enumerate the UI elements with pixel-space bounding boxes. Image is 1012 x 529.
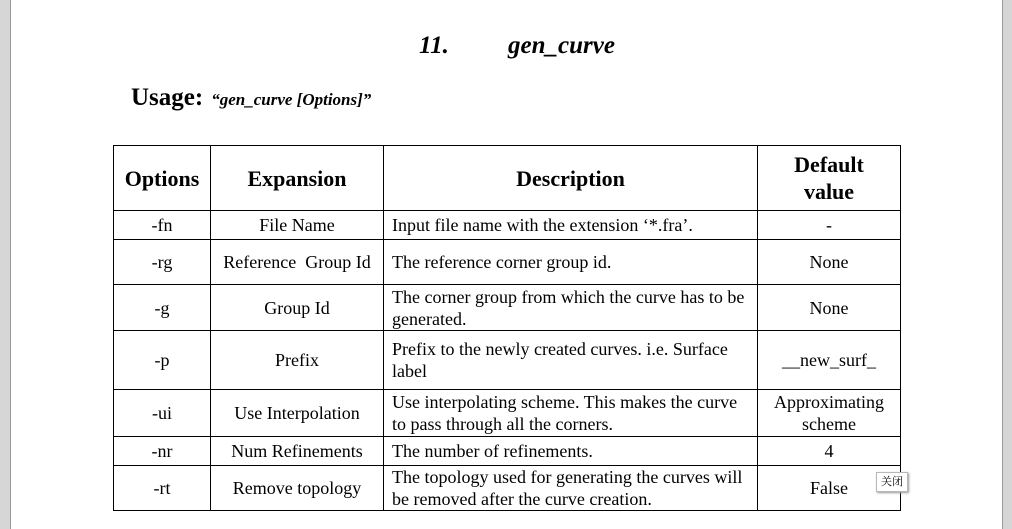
section-number: 11. xyxy=(419,32,449,59)
cell-description: Use interpolating scheme. This makes the curve to pass through all the corners. xyxy=(384,390,758,437)
cell-default: - xyxy=(758,211,901,240)
header-default-line2: value xyxy=(803,179,855,204)
cell-default: 4 xyxy=(758,437,901,466)
cell-default: __new_surf_ xyxy=(758,331,901,390)
header-options: Options xyxy=(114,146,211,211)
usage-label: Usage: xyxy=(131,84,204,111)
cell-default: None xyxy=(758,240,901,285)
usage-command: “gen_curve [Options]” xyxy=(211,90,372,109)
table-row xyxy=(114,437,901,466)
cell-description: The number of refinements. xyxy=(384,437,758,466)
usage-line xyxy=(131,84,371,112)
cell-expansion: File Name xyxy=(211,211,384,240)
cell-option: -p xyxy=(114,331,211,390)
cell-expansion: Group Id xyxy=(211,285,384,331)
table-row xyxy=(114,390,901,437)
header-expansion: Expansion xyxy=(211,146,384,211)
cell-description: Input file name with the extension ‘*.fra’. xyxy=(384,211,758,240)
table-row xyxy=(114,466,901,511)
table-row xyxy=(114,331,901,390)
cell-option: -ui xyxy=(114,390,211,437)
page-edge-right xyxy=(1002,0,1012,529)
cell-default: False xyxy=(758,466,901,511)
cell-default: None xyxy=(758,285,901,331)
cell-option: -rt xyxy=(114,466,211,511)
cell-description: The corner group from which the curve has to be generated. xyxy=(384,285,758,331)
table-row xyxy=(114,285,901,331)
page-edge-left xyxy=(0,0,11,529)
options-table xyxy=(113,145,901,511)
cell-expansion: Reference Group Id xyxy=(211,240,384,285)
cell-expansion: Prefix xyxy=(211,331,384,390)
cell-expansion: Use Interpolation xyxy=(211,390,384,437)
section-title: gen_curve xyxy=(508,32,615,59)
table-row xyxy=(114,240,901,285)
header-default-value xyxy=(758,146,901,211)
header-default-line1: Default xyxy=(794,152,864,177)
table-header-row xyxy=(114,146,901,211)
cell-option: -nr xyxy=(114,437,211,466)
section-heading xyxy=(0,32,1012,68)
cell-option: -rg xyxy=(114,240,211,285)
cell-description: Prefix to the newly created curves. i.e. Surface label xyxy=(384,331,758,390)
cell-description: The topology used for generating the curves will be removed after the curve creation. xyxy=(384,466,758,511)
cell-expansion: Num Refinements xyxy=(211,437,384,466)
close-button[interactable]: 关闭 xyxy=(876,472,908,492)
table-row xyxy=(114,211,901,240)
cell-option: -g xyxy=(114,285,211,331)
cell-expansion: Remove topology xyxy=(211,466,384,511)
cell-default: Approximating scheme xyxy=(758,390,901,437)
cell-option: -fn xyxy=(114,211,211,240)
header-description: Description xyxy=(384,146,758,211)
cell-description: The reference corner group id. xyxy=(384,240,758,285)
